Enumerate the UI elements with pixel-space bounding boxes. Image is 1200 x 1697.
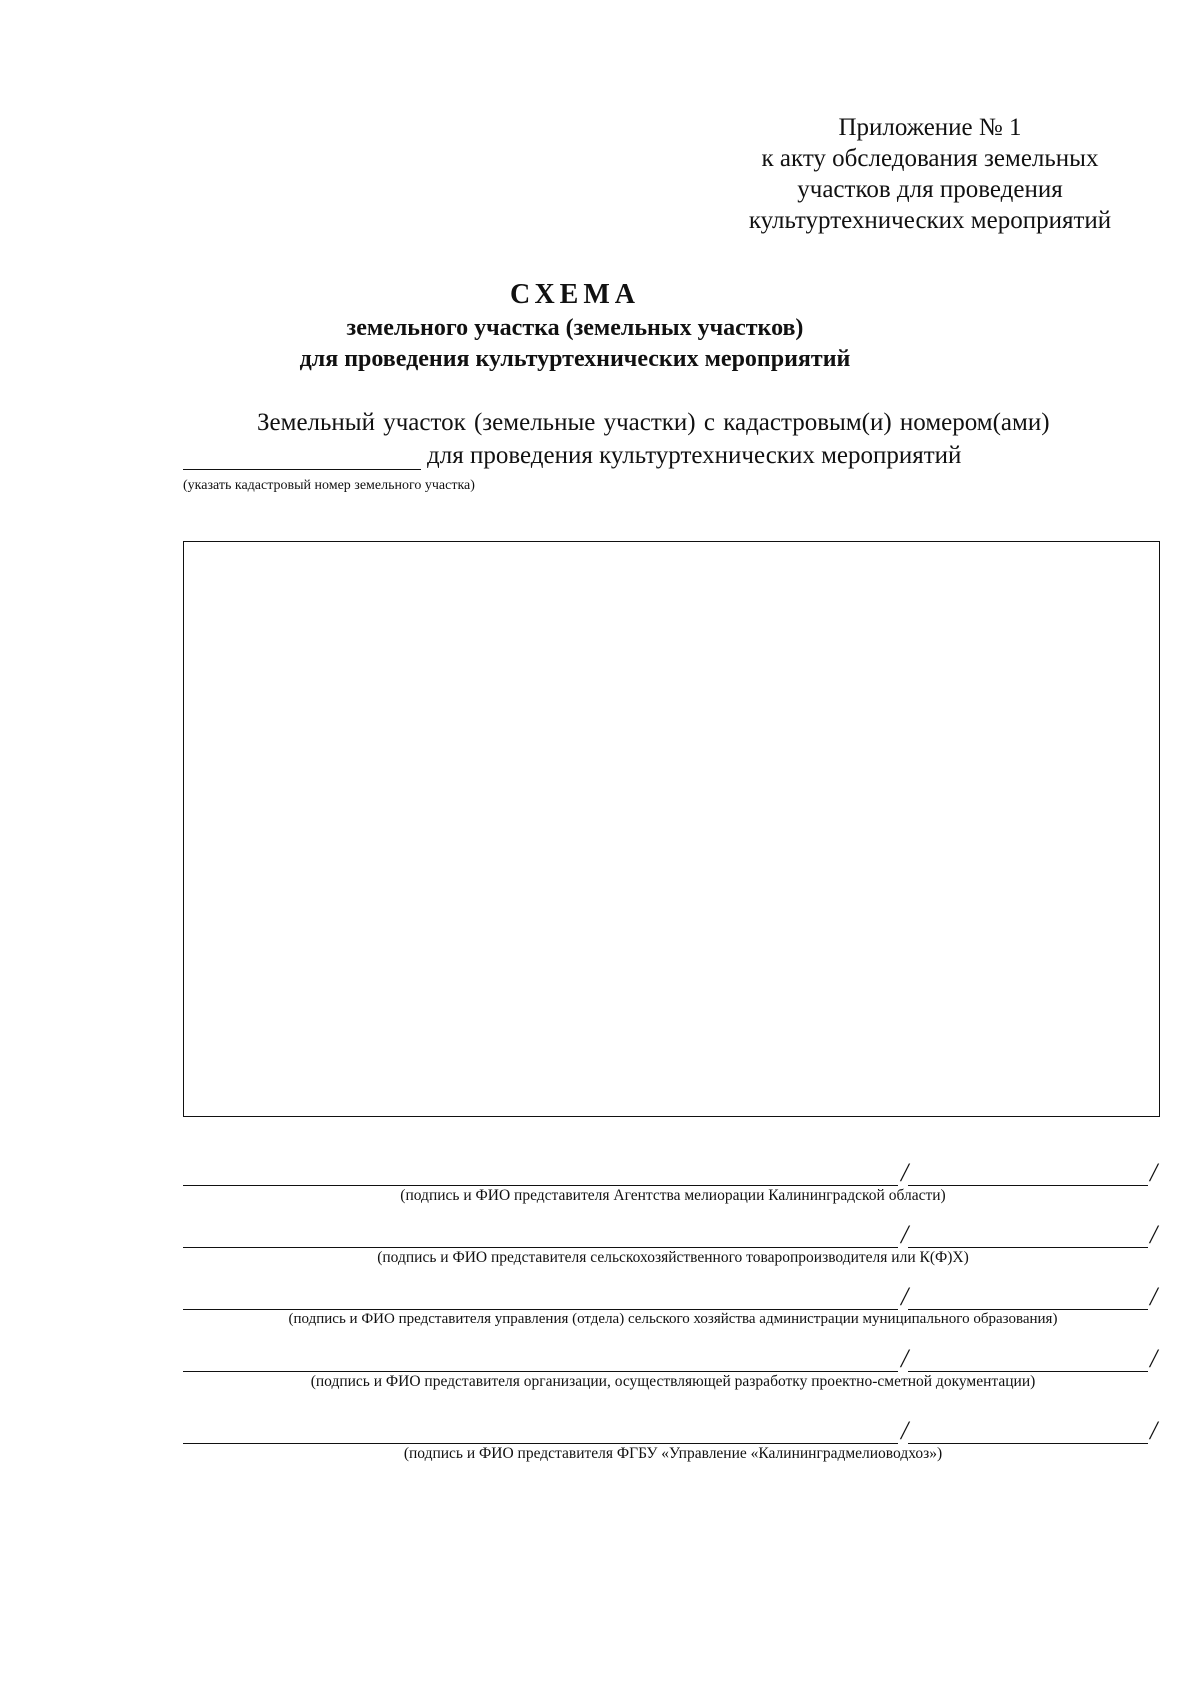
slash-separator: / xyxy=(1150,1282,1158,1311)
cadastral-number-field[interactable] xyxy=(183,445,421,470)
signature-line[interactable] xyxy=(183,1222,898,1248)
signature-line[interactable] xyxy=(183,1160,898,1186)
appendix-line-3: участков для проведения xyxy=(797,176,1063,203)
document-subtitle-line-1: земельного участка (земельных участков) xyxy=(346,315,804,341)
title-block xyxy=(160,277,990,375)
appendix-line-4: культуртехнических мероприятий xyxy=(748,207,1112,234)
signature-row-design-org xyxy=(183,1346,1163,1396)
signature-row-municipal xyxy=(183,1284,1163,1334)
signature-row-fgbu xyxy=(183,1418,1163,1468)
signature-caption: (подпись и ФИО представителя организации, осуществляющей разработку проектно-сметной документации) xyxy=(310,1373,1036,1390)
slash-separator: / xyxy=(901,1220,909,1249)
signature-line[interactable] xyxy=(183,1418,898,1444)
appendix-line-1: Приложение № 1 xyxy=(838,114,1022,141)
cadastral-number-hint: (указать кадастровый номер земельного участка) xyxy=(183,478,475,493)
signature-row-agency xyxy=(183,1160,1163,1210)
slash-separator: / xyxy=(1150,1344,1158,1373)
intro-text-line-2 xyxy=(183,442,961,470)
signature-caption: (подпись и ФИО представителя сельскохозяйственного товаропроизводителя или К(Ф)Х) xyxy=(377,1249,969,1266)
appendix-header xyxy=(700,112,1160,236)
slash-separator: / xyxy=(901,1416,909,1445)
signature-line[interactable] xyxy=(183,1346,898,1372)
signature-caption: (подпись и ФИО представителя ФГБУ «Управление «Калининградмелиоводхоз») xyxy=(403,1445,943,1462)
signature-caption: (подпись и ФИО представителя Агентства мелиорации Калининградской области) xyxy=(400,1187,946,1204)
document-title: СХЕМА xyxy=(509,279,641,310)
signature-caption: (подпись и ФИО представителя управления (отдела) сельского хозяйства администрации муниципального образования) xyxy=(288,1311,1058,1327)
document-subtitle-line-2: для проведения культуртехнических мероприятий xyxy=(299,346,851,372)
name-line[interactable] xyxy=(908,1418,1148,1444)
slash-separator: / xyxy=(901,1344,909,1373)
slash-separator: / xyxy=(1150,1416,1158,1445)
scheme-drawing-area[interactable] xyxy=(183,541,1160,1117)
slash-separator: / xyxy=(1150,1220,1158,1249)
name-line[interactable] xyxy=(908,1284,1148,1310)
signature-line[interactable] xyxy=(183,1284,898,1310)
slash-separator: / xyxy=(1150,1158,1158,1187)
appendix-line-2: к акту обследования земельных xyxy=(761,145,1099,172)
name-line[interactable] xyxy=(908,1346,1148,1372)
intro-text-line-1: Земельный участок (земельные участки) с кадастровым(и) номером(ами) xyxy=(257,409,1050,436)
slash-separator: / xyxy=(901,1282,909,1311)
slash-separator: / xyxy=(901,1158,909,1187)
intro-text-line-2-label: для проведения культуртехнических мероприятий xyxy=(427,442,962,469)
signature-row-producer xyxy=(183,1222,1163,1272)
name-line[interactable] xyxy=(908,1222,1148,1248)
name-line[interactable] xyxy=(908,1160,1148,1186)
